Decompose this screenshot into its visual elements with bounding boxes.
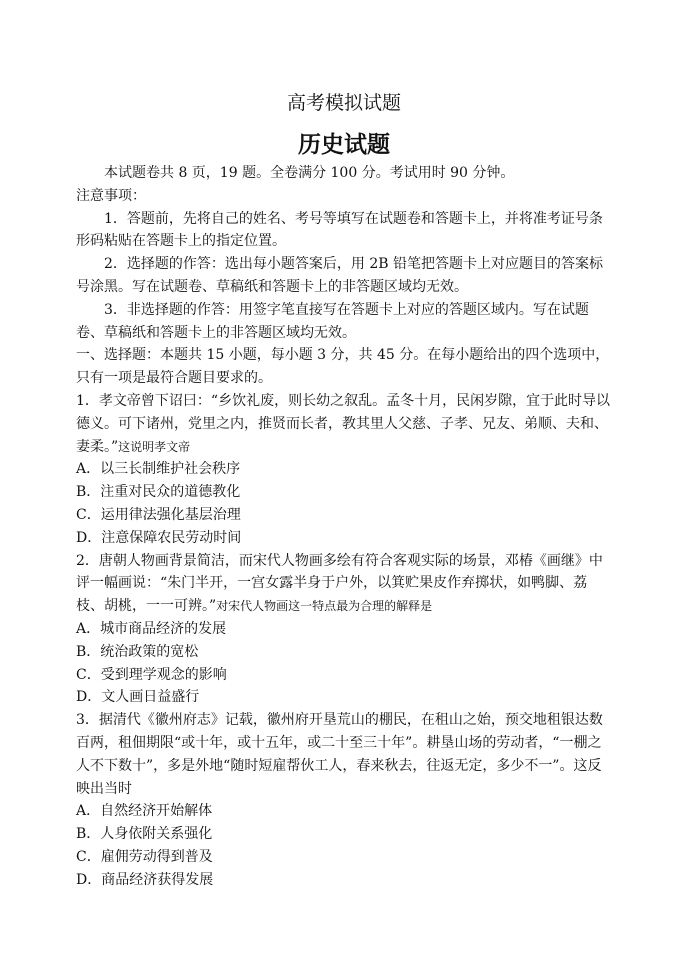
option-b: B．统治政策的宽松 [76, 643, 199, 660]
question-text: 3．据清代《徽州府志》记载，徽州府开垦荒山的棚民，在租山之始，预交地租银达数百两，租佃期限“或十年，或十五年，或二十至三十年”。耕垦山场的劳动者，“一棚之人不下数十”，多是外地“随时短雇帮伙工人，春来秋去，往返无定，多少不一”。这反映出当时 [76, 712, 603, 797]
question-stem [76, 390, 612, 458]
exam-subtitle: 高考模拟试题 [286, 92, 401, 114]
option-c: C．受到理学观念的影响 [76, 666, 227, 683]
question-text: 1．孝文帝曾下诏曰：“乡饮礼废，则长幼之叙乱。孟冬十月，民闲岁隙，宜于此时导以德义。可下诸州，党里之内，推贤而长者，教其里人父慈、子孝、兄友、弟顺、夫和、妻柔。” [76, 392, 611, 455]
notice-item: 1．答题前，先将自己的姓名、考号等填写在试题卷和答题卡上，并将准考证号条形码粘贴在答题卡上的指定位置。 [76, 210, 603, 250]
option-a: A．城市商品经济的发展 [76, 620, 227, 637]
question-tail: 这说明孝文帝 [118, 439, 191, 454]
option-a: A．以三长制维护社会秩序 [76, 461, 241, 478]
exam-title: 历史试题 [298, 131, 390, 158]
intro-text: 本试题卷共 8 页，19 题。全卷满分 100 分。考试用时 90 分钟。 [104, 165, 515, 181]
question-text: 2．唐朝人物画背景简洁，而宋代人物画多绘有符合客观实际的场景，邓椿《画继》中评一幅画说：“朱门半开，一宫女露半身于户外，以箕贮果皮作弃掷状，如鸭脚、荔枝、胡桃，一一可辨。” [76, 552, 603, 615]
option-a: A．自然经济开始解体 [76, 803, 213, 820]
option-c: C．雇佣劳动得到普及 [76, 848, 213, 865]
notice-item: 3．非选择题的作答：用签字笔直接写在答题卡上对应的答题区域内。写在试题卷、草稿纸和答题卡上的非答题区域均无效。 [76, 301, 589, 341]
exam-content [76, 162, 612, 892]
question-stem [76, 550, 612, 618]
option-c: C．运用律法强化基层治理 [76, 506, 241, 523]
option-b: B．注重对民众的道德教化 [76, 484, 241, 501]
notice-heading: 注意事项： [76, 187, 146, 204]
question-stem [76, 709, 612, 800]
question-tail: 对宋代人物画这一特点最为合理的解释是 [216, 599, 433, 614]
notice-item: 2．选择题的作答：选出每小题答案后，用 2B 铅笔把答题卡上对应题目的答案标号涂黑。写在试题卷、草稿纸和答题卡上的非答题区域均无效。 [76, 256, 604, 295]
option-d: D．商品经济获得发展 [76, 871, 214, 888]
option-d: D．文人画日益盛行 [76, 689, 200, 706]
section-heading: 一、选择题：本题共 15 小题，每小题 3 分，共 45 分。在每小题给出的四个选项中，只有一项是最符合题目要求的。 [76, 347, 610, 387]
option-b: B．人身依附关系强化 [76, 826, 213, 843]
option-d: D．注意保障农民劳动时间 [76, 529, 242, 546]
